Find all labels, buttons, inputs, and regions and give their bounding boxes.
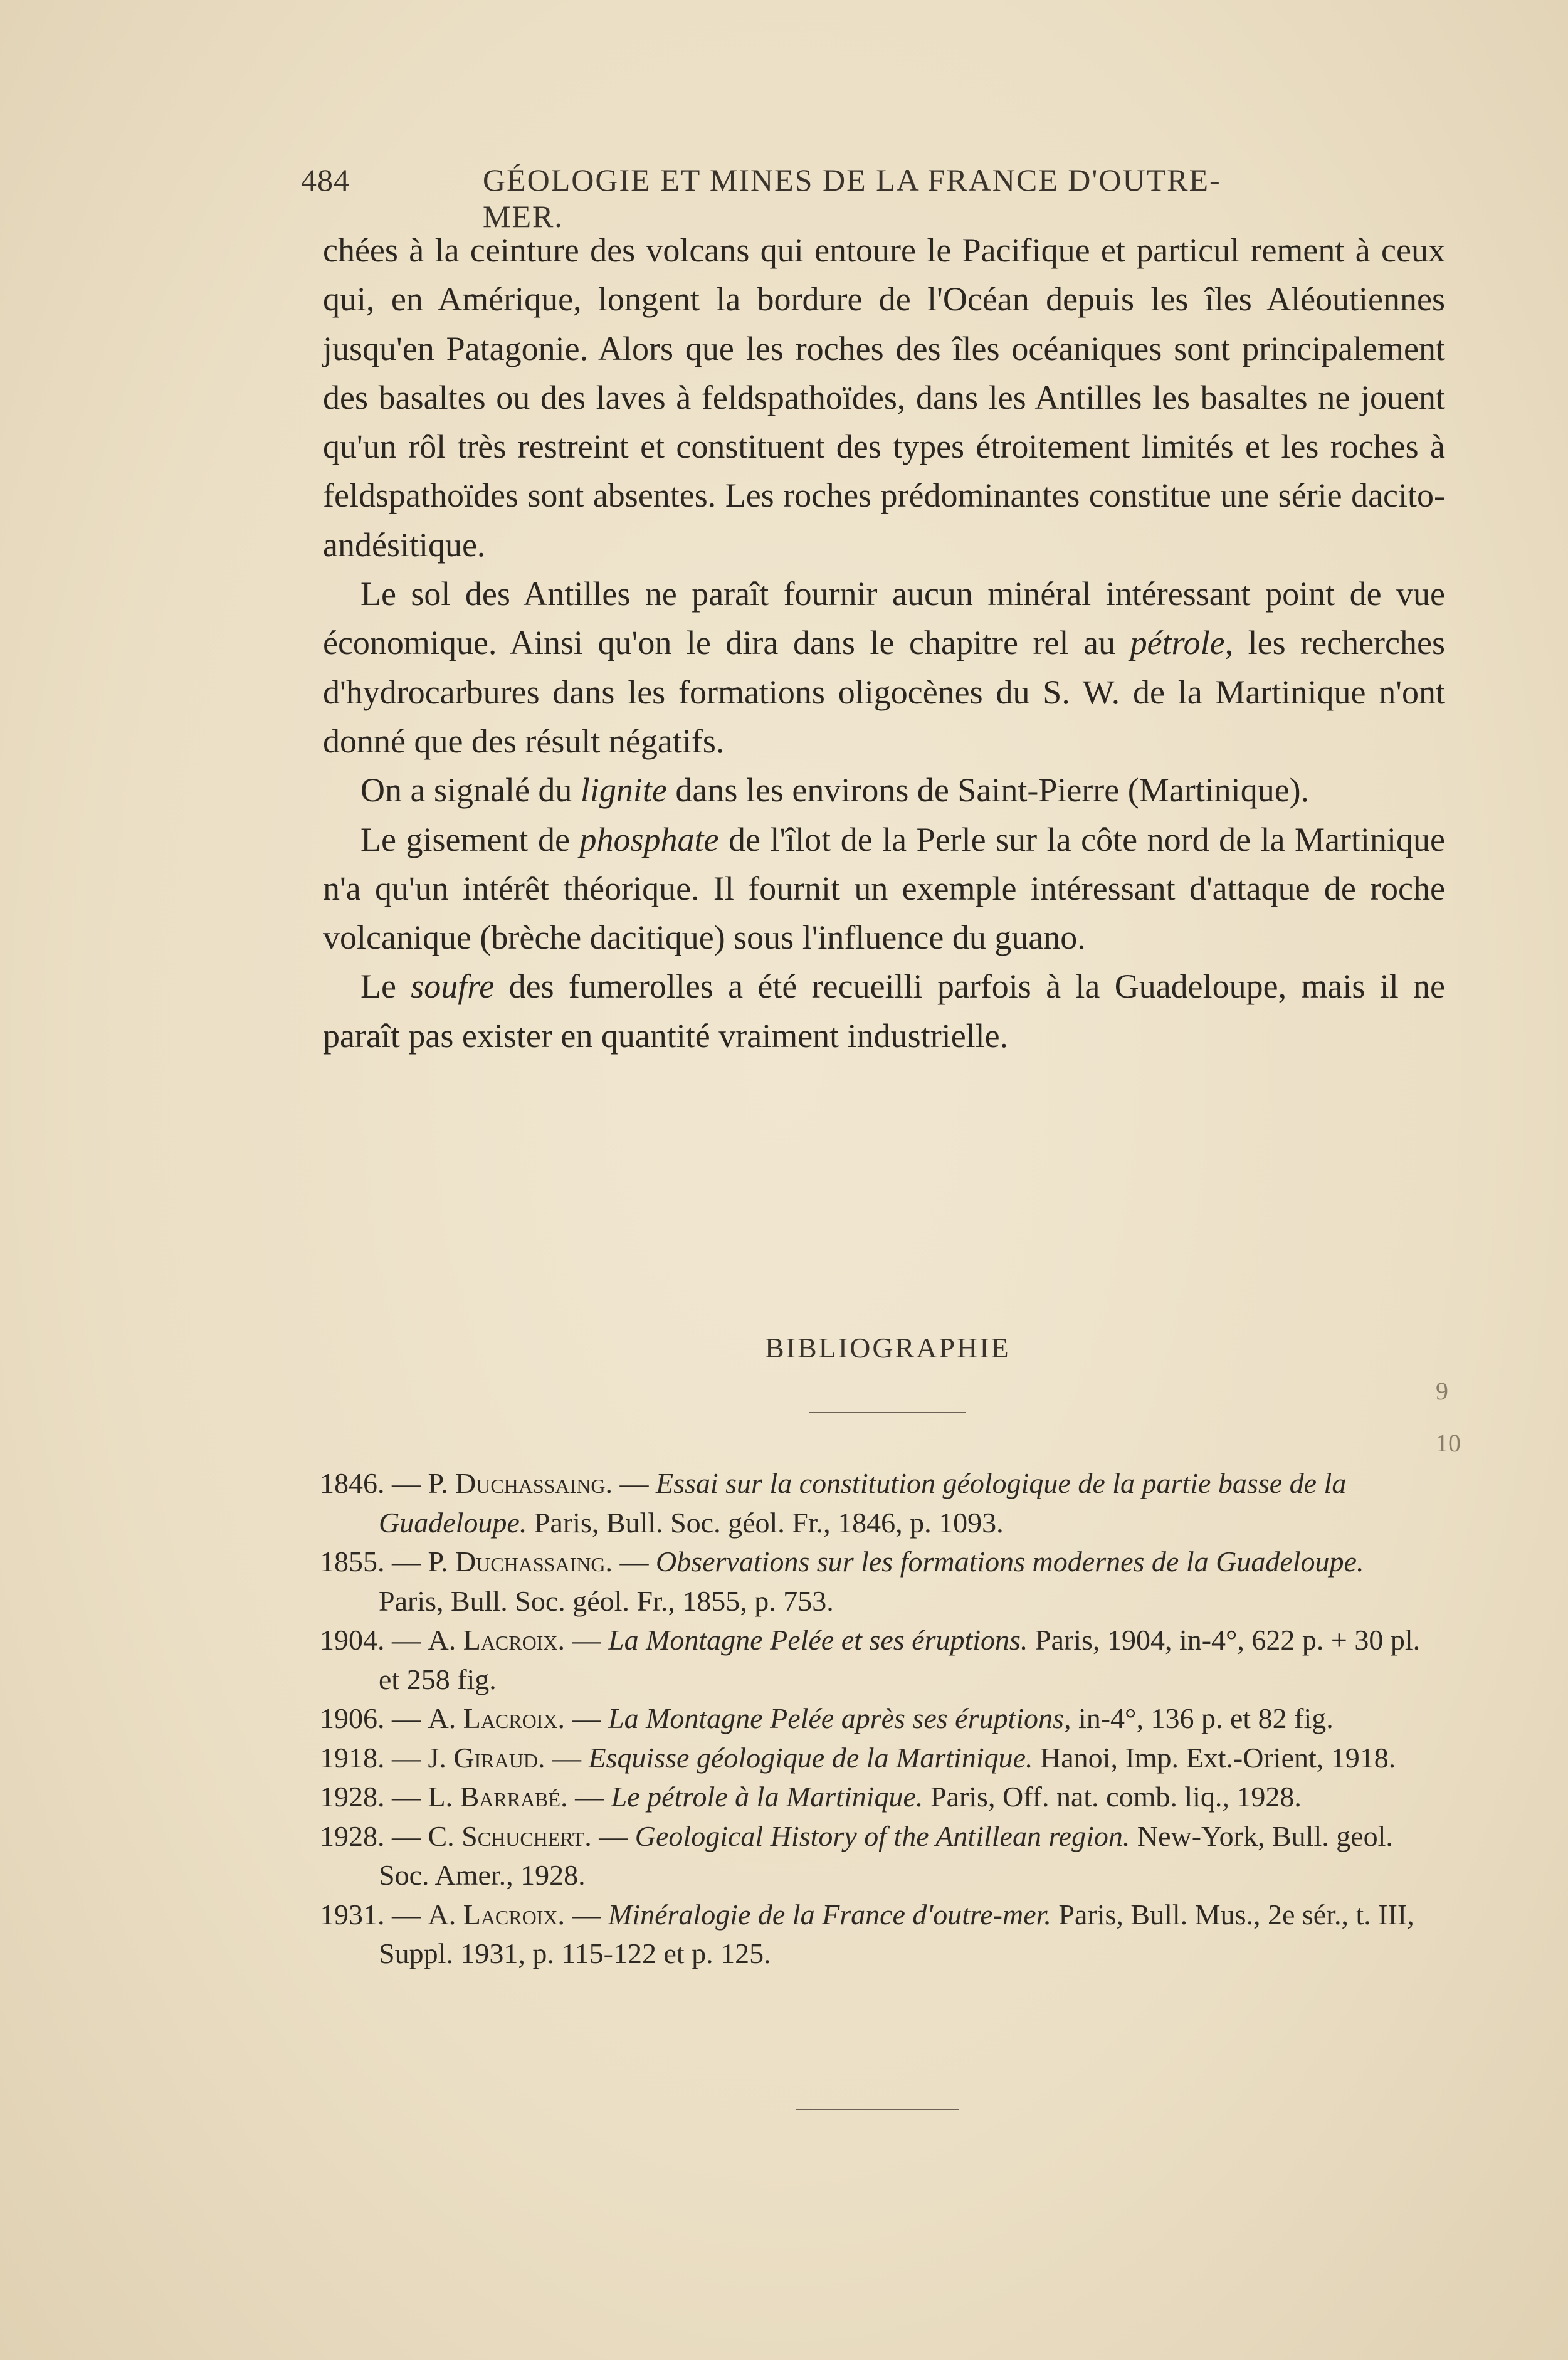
bibliography-entry: 1846. — P. Duchassaing. — Essai sur la constitution géologique de la partie basse de la Guadeloupe. Paris, Bull. Soc. géol. Fr., 1846, p. 1093. xyxy=(320,1467,1347,1539)
paragraph-5: Le soufre des fumerolles a été recueilli parfois à la Guadeloupe, mais il ne paraît pas exister en quantité vraiment industrielle. xyxy=(323,967,1446,1055)
entry-author: A. Lacroix. xyxy=(428,1702,565,1734)
entry-author: P. Duchassaing. xyxy=(428,1467,613,1499)
entry-title: Minéralogie de la France d'outre-mer. xyxy=(608,1898,1051,1931)
entry-title: Observations sur les formations modernes de la Guadeloupe. xyxy=(655,1546,1364,1578)
entry-author: J. Giraud. xyxy=(428,1741,545,1774)
entry-author: A. Lacroix. xyxy=(428,1898,565,1931)
paragraph-4: Le gisement de phosphate de l'îlot de la Perle sur la côte nord de la Martinique n'a qu'un intérêt théorique. Il fournit un exemple intéressant d'attaque de roche volcanique (brèche dacitique) sous l'influence du guano. xyxy=(323,820,1445,957)
entry-year: 1918. xyxy=(320,1741,385,1774)
end-divider xyxy=(796,2109,959,2110)
bibliography-entry: 1918. — J. Giraud. — Esquisse géologique de la Martinique. Hanoi, Imp. Ext.-Orient, 1918. xyxy=(320,1741,1396,1774)
italic-term: phosphate xyxy=(579,820,719,858)
entry-publication: Paris, Off. nat. comb. liq., 1928. xyxy=(923,1781,1302,1813)
entry-publication: Paris, Bull. Soc. géol. Fr., 1846, p. 1093. xyxy=(527,1506,1004,1539)
bibliography-entry: 1931. — A. Lacroix. — Minéralogie de la France d'outre-mer. Paris, Bull. Mus., 2e sér., t. III, Suppl. 1931, p. 115-122 et p. 125. xyxy=(320,1898,1414,1969)
italic-term: pétrole, xyxy=(1130,624,1234,662)
bibliography-entry: 1904. — A. Lacroix. — La Montagne Pelée et ses éruptions. Paris, 1904, in-4°, 622 p. + 30 pl. et 258 fig. xyxy=(320,1624,1421,1695)
bibliography-entry: 1906. — A. Lacroix. — La Montagne Pelée après ses éruptions, in-4°, 136 p. et 82 fig. xyxy=(320,1702,1334,1734)
entry-title: La Montagne Pelée après ses éruptions, xyxy=(608,1702,1071,1734)
bibliography-entry: 1928. — C. Schuchert. — Geological History of the Antillean region. New-York, Bull. geol. Soc. Amer., 1928. xyxy=(320,1820,1393,1891)
entry-publication: Paris, 1904, in-4°, 622 p. + 30 pl. et 258 fig. xyxy=(379,1624,1421,1695)
margin-mark: 9 xyxy=(1436,1377,1448,1405)
main-text xyxy=(323,226,1445,1060)
entry-year: 1904. xyxy=(320,1624,385,1656)
entry-title: Essai sur la constitution géologique de la partie basse de la Guadeloupe. xyxy=(379,1467,1347,1539)
page-header xyxy=(288,162,1292,234)
section-divider xyxy=(809,1412,966,1413)
entry-year: 1846. xyxy=(320,1467,385,1499)
entry-year: 1928. xyxy=(320,1820,385,1852)
paragraph-3: On a signalé du lignite dans les environs de Saint-Pierre (Martinique). xyxy=(360,771,1310,809)
entry-author: L. Barrabé. xyxy=(428,1781,568,1813)
paragraph-2: Le sol des Antilles ne paraît fournir aucun minéral intéressant point de vue économique. Ainsi qu'on le dira dans le chapitre rel au pétrole, les recherches d'hydrocarbures dans les formations oligocènes du S. W. de la Martinique n'ont donné que des résult négatifs. xyxy=(323,575,1445,760)
margin-mark: 10 xyxy=(1436,1429,1461,1457)
entry-publication: New-York, Bull. geol. Soc. Amer., 1928. xyxy=(379,1820,1393,1891)
entry-year: 1906. xyxy=(320,1702,385,1734)
bibliography-heading: BIBLIOGRAPHIE xyxy=(765,1332,1011,1364)
bibliography-list xyxy=(320,1464,1436,1974)
italic-term: lignite xyxy=(580,771,667,809)
entry-title: Le pétrole à la Martinique. xyxy=(611,1781,923,1813)
entry-author: P. Duchassaing. xyxy=(428,1546,613,1578)
entry-title: Geological History of the Antillean region. xyxy=(634,1820,1130,1852)
bibliography-entry: 1855. — P. Duchassaing. — Observations sur les formations modernes de la Guadeloupe. Paris, Bull. Soc. géol. Fr., 1855, p. 753. xyxy=(320,1546,1364,1617)
bibliography-entry: 1928. — L. Barrabé. — Le pétrole à la Martinique. Paris, Off. nat. comb. liq., 1928. xyxy=(320,1781,1302,1813)
entry-title: La Montagne Pelée et ses éruptions. xyxy=(608,1624,1028,1656)
running-title: GÉOLOGIE ET MINES DE LA FRANCE D'OUTRE-MER. xyxy=(483,162,1221,234)
entry-publication: Hanoi, Imp. Ext.-Orient, 1918. xyxy=(1033,1741,1396,1774)
entry-publication: in-4°, 136 p. et 82 fig. xyxy=(1071,1702,1334,1734)
page-number: 484 xyxy=(301,162,350,198)
entry-year: 1931. xyxy=(320,1898,385,1931)
entry-publication: Paris, Bull. Mus., 2e sér., t. III, Suppl. 1931, p. 115-122 et p. 125. xyxy=(379,1898,1414,1969)
entry-publication: Paris, Bull. Soc. géol. Fr., 1855, p. 753. xyxy=(379,1584,834,1617)
entry-title: Esquisse géologique de la Martinique. xyxy=(588,1741,1033,1774)
entry-author: C. Schuchert. xyxy=(428,1820,592,1852)
entry-author: A. Lacroix. xyxy=(428,1624,565,1656)
paragraph-1: chées à la ceinture des volcans qui entoure le Pacifique et particul rement à ceux qui, en Amérique, longent la bordure de l'Océan depuis les îles Aléoutiennes jusqu'en Patagonie. Alors que les roches des îles océaniques sont principalement des basaltes ou des laves à feldspathoïdes, dans les Antilles les basaltes ne jouent qu'un rôl très restreint et constituent des types étroitement limités et les roches à feldspathoïdes sont absentes. Les roches prédominantes constitue une série dacito-andésitique. xyxy=(323,231,1445,564)
italic-term: soufre xyxy=(411,967,495,1006)
entry-year: 1928. xyxy=(320,1781,385,1813)
entry-year: 1855. xyxy=(320,1546,385,1578)
